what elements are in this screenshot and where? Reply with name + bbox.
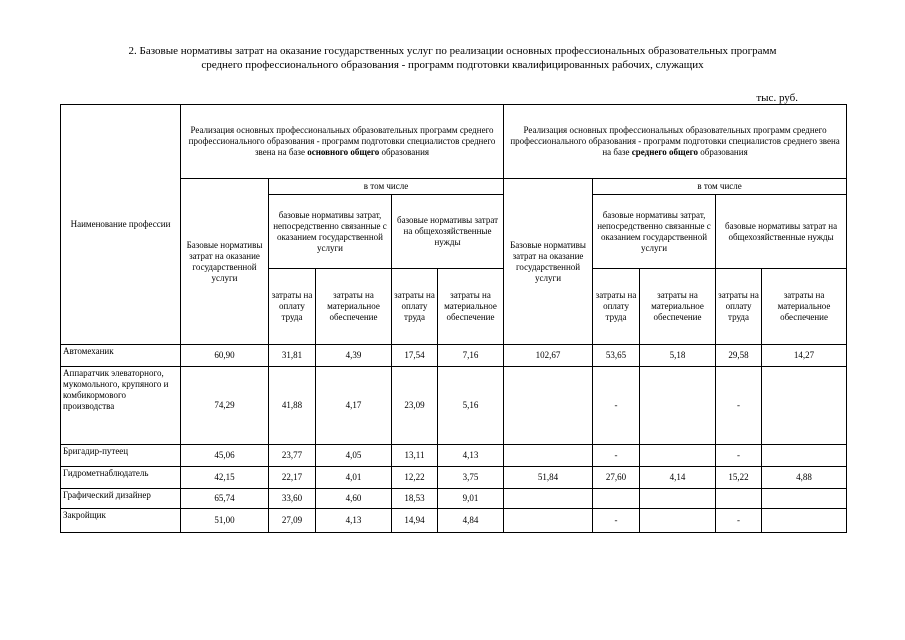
cell-value: -: [593, 367, 640, 445]
header-material-cost: затраты на материальное обеспечение: [762, 269, 847, 345]
table-row: [61, 445, 847, 467]
header-base-norm-1: Базовые нормативы затрат на оказание государственной услуги: [181, 179, 269, 345]
cell-value: [504, 445, 593, 467]
cell-value: 51,84: [504, 467, 593, 489]
cell-value: 41,88: [269, 367, 316, 445]
profession-name: Гидрометнаблюдатель: [61, 467, 181, 489]
cell-value: [762, 509, 847, 533]
cell-value: 14,27: [762, 345, 847, 367]
header-labor-cost: затраты на оплату труда: [716, 269, 762, 345]
table-row: [61, 489, 847, 509]
cell-value: 4,39: [316, 345, 392, 367]
header-including-2: в том числе: [593, 179, 847, 195]
cell-value: 5,18: [640, 345, 716, 367]
cell-value: 15,22: [716, 467, 762, 489]
table-row: [61, 467, 847, 489]
cell-value: 31,81: [269, 345, 316, 367]
table-row: [61, 367, 847, 445]
cell-value: 4,88: [762, 467, 847, 489]
cell-value: 53,65: [593, 345, 640, 367]
cell-value: 23,77: [269, 445, 316, 467]
table-row: [61, 509, 847, 533]
cell-value: 74,29: [181, 367, 269, 445]
profession-name: Закройщик: [61, 509, 181, 533]
header-labor-cost: затраты на оплату труда: [392, 269, 438, 345]
header-general-1: базовые нормативы затрат на общехозяйственные нужды: [392, 195, 504, 269]
profession-name: Автомеханик: [61, 345, 181, 367]
cell-value: [762, 489, 847, 509]
cell-value: 22,17: [269, 467, 316, 489]
header-material-cost: затраты на материальное обеспечение: [640, 269, 716, 345]
header-base-norm-2: Базовые нормативы затрат на оказание государственной услуги: [504, 179, 593, 345]
cell-value: [640, 489, 716, 509]
table-row: [61, 345, 847, 367]
profession-name: Бригадир-путеец: [61, 445, 181, 467]
cell-value: [504, 489, 593, 509]
cell-value: [504, 367, 593, 445]
profession-name: Графический дизайнер: [61, 489, 181, 509]
cell-value: 45,06: [181, 445, 269, 467]
header-program-secondary: Реализация основных профессиональных образовательных программ среднего профессионального образования - программ подготовки специалистов среднего звена на базе среднего общего образования: [504, 105, 847, 179]
header-labor-cost: затраты на оплату труда: [269, 269, 316, 345]
cell-value: 29,58: [716, 345, 762, 367]
cell-value: [640, 445, 716, 467]
cell-value: 42,15: [181, 467, 269, 489]
cell-value: 4,13: [316, 509, 392, 533]
cell-value: [640, 509, 716, 533]
header-general-2: базовые нормативы затрат на общехозяйственные нужды: [716, 195, 847, 269]
cell-value: [593, 489, 640, 509]
unit-label: тыс. руб.: [756, 92, 798, 104]
cell-value: 18,53: [392, 489, 438, 509]
cell-value: 7,16: [438, 345, 504, 367]
cell-value: -: [716, 367, 762, 445]
cell-value: 4,13: [438, 445, 504, 467]
cell-value: 4,14: [640, 467, 716, 489]
header-direct-2: базовые нормативы затрат, непосредственно связанные с оказанием государственной услуги: [593, 195, 716, 269]
cell-value: -: [593, 445, 640, 467]
cell-value: 4,01: [316, 467, 392, 489]
cell-value: 4,60: [316, 489, 392, 509]
cell-value: 65,74: [181, 489, 269, 509]
cell-value: 27,60: [593, 467, 640, 489]
cell-value: [640, 367, 716, 445]
header-including-1: в том числе: [269, 179, 504, 195]
cell-value: 27,09: [269, 509, 316, 533]
header-program-basic: Реализация основных профессиональных образовательных программ среднего профессионального образования - программ подготовки специалистов среднего звена на базе основного общего образования: [181, 105, 504, 179]
cell-value: 12,22: [392, 467, 438, 489]
header-labor-cost: затраты на оплату труда: [593, 269, 640, 345]
cell-value: 102,67: [504, 345, 593, 367]
header-material-cost: затраты на материальное обеспечение: [316, 269, 392, 345]
cell-value: [504, 509, 593, 533]
cell-value: 5,16: [438, 367, 504, 445]
cell-value: -: [716, 509, 762, 533]
cell-value: [762, 367, 847, 445]
cell-value: 23,09: [392, 367, 438, 445]
cell-value: 9,01: [438, 489, 504, 509]
cell-value: 4,84: [438, 509, 504, 533]
cell-value: 17,54: [392, 345, 438, 367]
norms-table: [60, 104, 847, 533]
document-title: [40, 44, 865, 72]
cell-value: 51,00: [181, 509, 269, 533]
cell-value: 60,90: [181, 345, 269, 367]
cell-value: -: [593, 509, 640, 533]
profession-name: Аппаратчик элеваторного, мукомольного, крупяного и комбикормового производства: [61, 367, 181, 445]
title-line-2: среднего профессионального образования - программ подготовки квалифицированных рабочих, служащих: [201, 59, 704, 71]
cell-value: 4,17: [316, 367, 392, 445]
cell-value: 14,94: [392, 509, 438, 533]
cell-value: [716, 489, 762, 509]
cell-value: -: [716, 445, 762, 467]
header-direct-1: базовые нормативы затрат, непосредственно связанные с оказанием государственной услуги: [269, 195, 392, 269]
header-material-cost: затраты на материальное обеспечение: [438, 269, 504, 345]
cell-value: 3,75: [438, 467, 504, 489]
cell-value: [762, 445, 847, 467]
cell-value: 4,05: [316, 445, 392, 467]
header-profession-name: Наименование профессии: [61, 105, 181, 345]
cell-value: 13,11: [392, 445, 438, 467]
title-line-1: 2. Базовые нормативы затрат на оказание государственных услуг по реализации основных профессиональных образовательных программ: [128, 45, 777, 57]
cell-value: 33,60: [269, 489, 316, 509]
